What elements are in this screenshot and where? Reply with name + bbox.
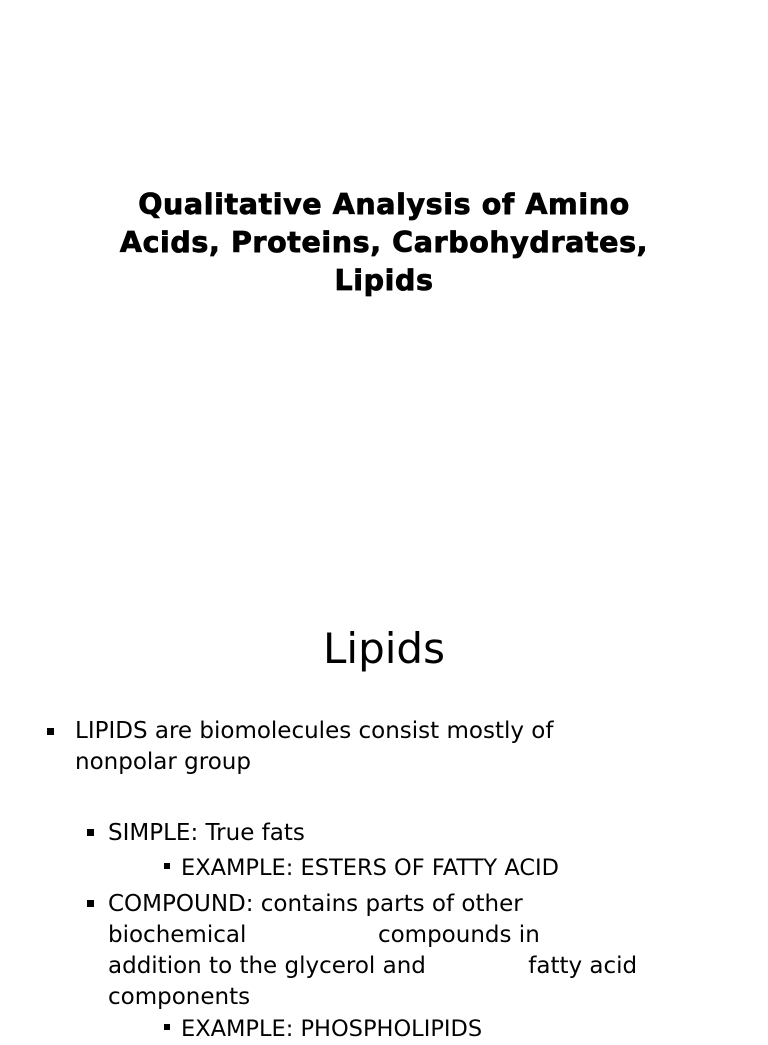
bullet-square-icon (164, 1024, 170, 1030)
bullet-line: nonpolar group (75, 749, 251, 775)
bullet-square-icon (47, 728, 54, 735)
slide-2 (0, 576, 768, 1042)
bullet-line: LIPIDS are biomolecules consist mostly of (75, 718, 554, 744)
bullet-lipids-definition (75, 716, 675, 778)
bullet-line: biochemical compounds in (108, 922, 540, 948)
bullet-line: components (108, 984, 251, 1010)
bullet-compound-example: EXAMPLE: PHOSPHOLIPIDS (181, 1016, 483, 1042)
title-line-3: Lipids (334, 264, 434, 297)
slide-1-title (60, 186, 708, 300)
bullet-square-icon (164, 863, 170, 869)
bullet-square-icon (87, 829, 94, 836)
bullet-compound (108, 889, 718, 1013)
bullet-simple: SIMPLE: True fats (108, 820, 305, 846)
title-line-1: Qualitative Analysis of Amino (138, 188, 630, 221)
bullet-simple-example: EXAMPLE: ESTERS OF FATTY ACID (181, 855, 559, 881)
bullet-line: addition to the glycerol and fatty acid (108, 953, 638, 979)
title-line-2: Acids, Proteins, Carbohydrates, (119, 226, 649, 259)
slide-2-title: Lipids (323, 624, 445, 673)
bullet-line: COMPOUND: contains parts of other (108, 891, 523, 917)
bullet-square-icon (87, 900, 94, 907)
